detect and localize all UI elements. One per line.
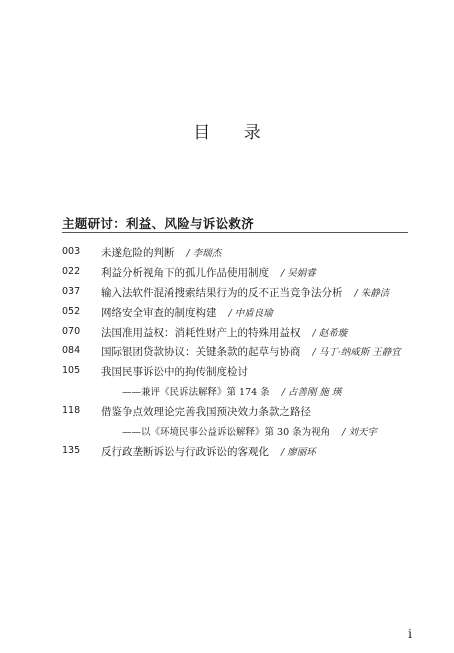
toc-entry-subtitle[interactable] xyxy=(62,423,422,443)
section-heading: 主题研讨：利益、风险与诉讼救济 xyxy=(62,216,255,231)
toc-entry-title: 反行政垄断诉讼与行政诉讼的客观化 xyxy=(101,445,269,458)
toc-page-number: 084 xyxy=(62,345,81,357)
section-rule xyxy=(62,232,408,233)
toc-entry-title: 输入法软件混淆搜索结果行为的反不正当竞争法分析 xyxy=(101,286,343,299)
toc-page-number: 003 xyxy=(62,246,81,257)
toc-entry-title: 利益分析视角下的孤儿作品使用制度 xyxy=(101,266,269,279)
toc-entry[interactable] xyxy=(62,403,422,423)
toc-entry-author: / 朱静洁 xyxy=(354,287,390,299)
toc-entry-title: ——兼评《民诉法解释》第 174 条 xyxy=(122,387,270,399)
toc-entry[interactable] xyxy=(62,324,422,344)
toc-page-number: 070 xyxy=(62,325,81,337)
toc-entry-author: / 吴娟睿 xyxy=(281,267,316,279)
toc-entry-title: 网络安全审查的制度构建 xyxy=(101,306,217,319)
toc-entry-title: 我国民事诉讼中的拘传制度检讨 xyxy=(101,366,248,379)
table-of-contents xyxy=(62,244,422,463)
toc-entry-author: / 马丁·纳威斯 王静宜 xyxy=(312,347,401,359)
toc-entry-author: / 赵希璇 xyxy=(312,327,348,339)
toc-entry[interactable] xyxy=(62,363,422,383)
toc-entry-title: 借鉴争点效理论完善我国预决效力条款之路径 xyxy=(101,406,311,419)
toc-entry-title: 国际银团贷款协议：关键条款的起草与协商 xyxy=(101,346,301,359)
page-title: 目 录 xyxy=(193,123,275,143)
toc-entry-author: / 占善刚 施 瑛 xyxy=(281,387,342,399)
toc-entry-title: 法国准用益权：消耗性财产上的特殊用益权 xyxy=(101,326,301,339)
toc-entry-title: ——以《环境民事公益诉讼解释》第 30 条为视角 xyxy=(122,427,331,439)
toc-entry[interactable] xyxy=(62,284,422,304)
toc-page-number: 105 xyxy=(62,365,81,377)
toc-entry[interactable] xyxy=(62,443,422,463)
toc-entry-author: / 廖丽环 xyxy=(281,446,316,458)
toc-entry[interactable] xyxy=(62,304,422,324)
toc-entry-author: / 中盾良瑜 xyxy=(228,307,273,319)
toc-entry-author: / 刘天宇 xyxy=(342,427,377,439)
toc-page-number: 135 xyxy=(62,444,81,456)
toc-entry[interactable] xyxy=(62,244,422,264)
toc-page-number: 022 xyxy=(62,265,81,277)
toc-page-number: 037 xyxy=(62,285,81,297)
toc-entry[interactable] xyxy=(62,264,422,284)
toc-entry-author: / 李瑞杰 xyxy=(186,248,222,259)
page-folio: i xyxy=(408,627,412,641)
toc-entry-title: 未遂危险的判断 xyxy=(101,247,175,259)
toc-entry[interactable] xyxy=(62,343,422,363)
toc-page-number: 052 xyxy=(62,305,81,317)
toc-page-number: 118 xyxy=(62,405,81,417)
toc-entry-subtitle[interactable] xyxy=(62,383,422,403)
